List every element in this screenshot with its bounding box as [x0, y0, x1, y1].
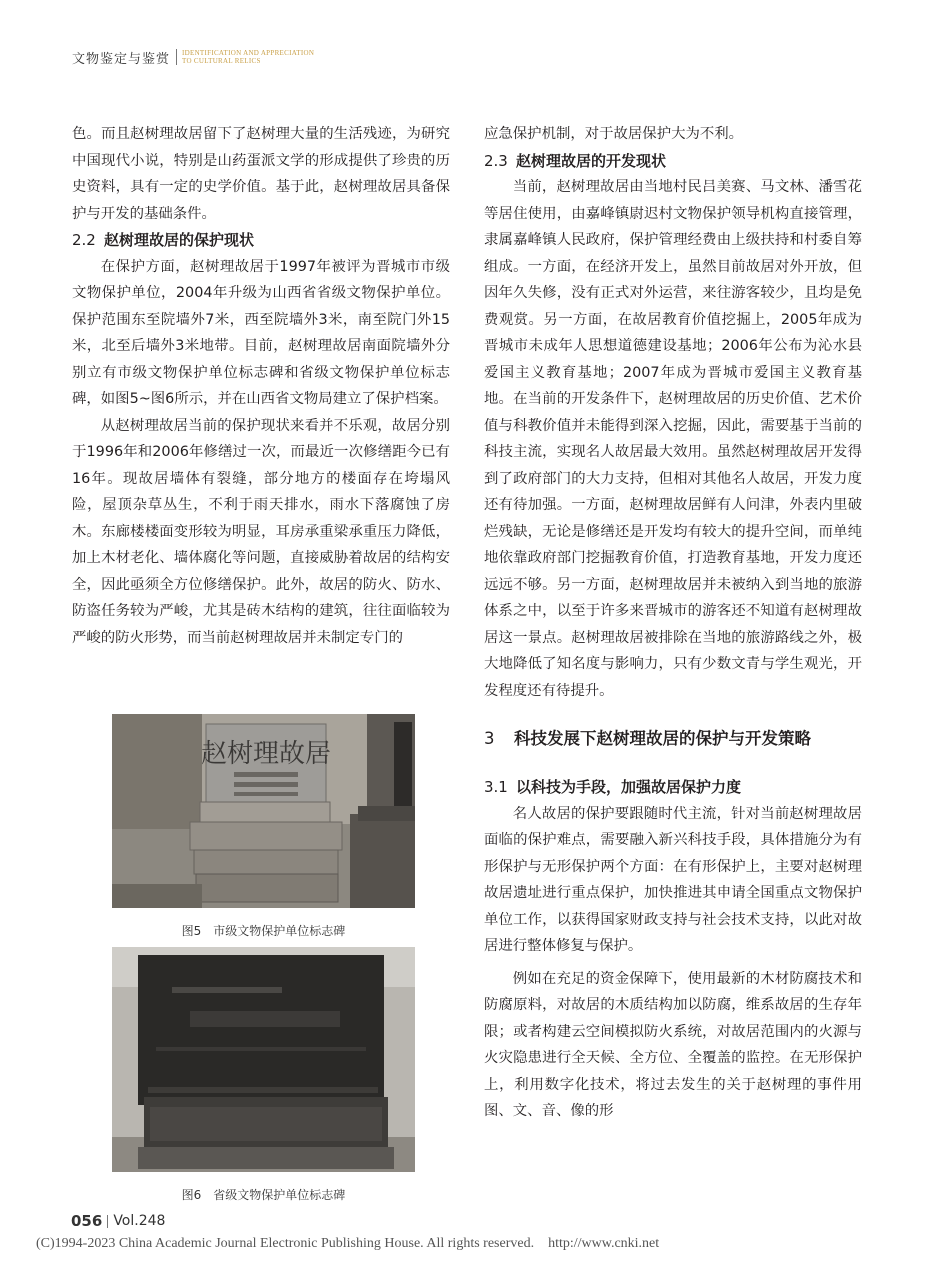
copyright-line: (C)1994-2023 China Academic Journal Electronic Publishing House. All rights reserved. http://www.cnki.net	[36, 1236, 660, 1251]
footer-divider	[107, 1215, 108, 1228]
figure-5	[112, 714, 415, 939]
city-level-stele-image	[112, 714, 415, 908]
figure-6-photo	[112, 947, 415, 1176]
page-number: 056	[71, 1212, 103, 1230]
figure-6-caption: 图6 省级文物保护单位标志碑	[181, 1188, 346, 1202]
header-divider	[176, 49, 177, 65]
figure-5-caption: 图5 市级文物保护单位标志碑	[181, 924, 346, 938]
section-heading-3-1: 3.1 以科技为手段，加强故居保护力度	[484, 778, 742, 796]
paragraph: 例如在充足的资金保障下，使用最新的木材防腐技术和防腐原料，对故居的木质结构加以防腐，维系故居的生存年限；或者构建云空间模拟防火系统，对故居范围内的火源与火灾隐患进行全天候、全方位、全覆盖的监控。在无形保护上，利用数字化技术，将过去发生的关于赵树理的事件用图、文、音、像的形	[484, 970, 862, 1119]
section-heading-2-2: 2.2 赵树理故居的保护现状	[72, 231, 255, 249]
section-heading-2-3: 2.3 赵树理故居的开发现状	[484, 151, 667, 170]
journal-title-cn: 文物鉴定与鉴赏	[72, 51, 171, 67]
running-header	[72, 46, 314, 68]
page-footer	[71, 1212, 165, 1230]
paragraph: 从赵树理故居当前的保护现状来看并不乐观，故居分别于1996年和2006年修缮过一次，而最近一次修缮距今已有16年。现故居墙体有裂缝，部分地方的楼面存在垮塌风险，屋顶杂草丛生，不利于雨天排水，雨水下落腐蚀了房木。东廊楼楼面变形较为明显，耳房承重梁承重压力降低，加上木材老化、墙体腐化等问题，直接威胁着故居的结构安全，因此亟须全方位修缮保护。此外，故居的防火、防水、防盗任务较为严峻，尤其是砖木结构的建筑，往往面临较为严峻的防火形势，而当前赵树理故居并未制定专门的	[72, 417, 450, 646]
paragraph: 名人故居的保护要跟随时代主流，针对当前赵树理故居面临的保护难点，需要融入新兴科技手段，具体措施分为有形保护与无形保护两个方面：在有形保护上，主要对赵树理故居遗址进行重点保护，加快推进其申请全国重点文物保护单位工作，以获得国家财政支持与社会技术支持，以此对故居进行整体修复与保护。	[484, 805, 862, 954]
volume-label: Vol.248	[113, 1213, 166, 1229]
left-column	[72, 121, 450, 651]
figure-5-photo	[112, 714, 415, 912]
section-heading-3: 3 科技发展下赵树理故居的保护与开发策略	[484, 729, 811, 748]
province-level-stele-image	[112, 947, 415, 1172]
right-column	[484, 121, 862, 1125]
paragraph: 色。而且赵树理故居留下了赵树理大量的生活残迹，为研究中国现代小说，特别是山药蛋派文学的形成提供了珍贵的历史资料，具有一定的史学价值。基于此，赵树理故居具备保护与开发的基础条件。	[72, 126, 450, 222]
paragraph: 应急保护机制，对于故居保护大为不利。	[484, 126, 744, 142]
figure-6	[112, 947, 415, 1203]
journal-title-en: IDENTIFICATION AND APPRECIATION TO CULTURAL RELICS	[182, 49, 315, 65]
paragraph: 在保护方面，赵树理故居于1997年被评为晋城市市级文物保护单位，2004年升级为山西省省级文物保护单位。保护范围东至院墙外7米，西至院墙外3米，南至院门外15米，北至后墙外3米地带。目前，赵树理故居南面院墙外分别立有市级文物保护单位标志碑和省级文物保护单位标志碑，如图5~图6所示，并在山西省文物局建立了保护档案。	[72, 258, 450, 407]
svg-text:赵树理故居: 赵树理故居	[200, 739, 332, 769]
paragraph: 当前，赵树理故居由当地村民吕美赛、马文林、潘雪花等居住使用，由嘉峰镇尉迟村文物保护领导机构直接管理，隶属嘉峰镇人民政府，保护管理经费由上级扶持和村委自筹组成。一方面，在经济开发上，虽然目前故居对外开放，但因年久失修，没有正式对外运营，来往游客较少，且均是免费观赏。另一方面，在故居教育价值挖掘上，2005年成为晋城市未成年人思想道德建设基地；2006年公布为沁水县爱国主义教育基地；2007年成为晋城市爱国主义教育基地。在当前的开发条件下，赵树理故居的历史价值、艺术价值与科教价值并未能得到深入挖掘，因此，需要基于当前的科技主流，实现名人故居最大效用。虽然赵树理故居开发得到了政府部门的大力支持，但相对其他名人故居，开发力度还有待加强。一方面，赵树理故居鲜有人问津，外表内里破烂残缺，无论是修缮还是开发均有较大的提升空间，而单纯地依靠政府部门挖掘教育价值，打造教育基地，开发力度还远远不够。另一方面，赵树理故居并未被纳入到当地的旅游体系之中，以至于许多来晋城市的游客还不知道有赵树理故居这一景点。赵树理故居被排除在当地的旅游路线之外，极大地降低了知名度与影响力，只有少数文青与学生观光，开发程度还有待提升。	[484, 179, 862, 699]
